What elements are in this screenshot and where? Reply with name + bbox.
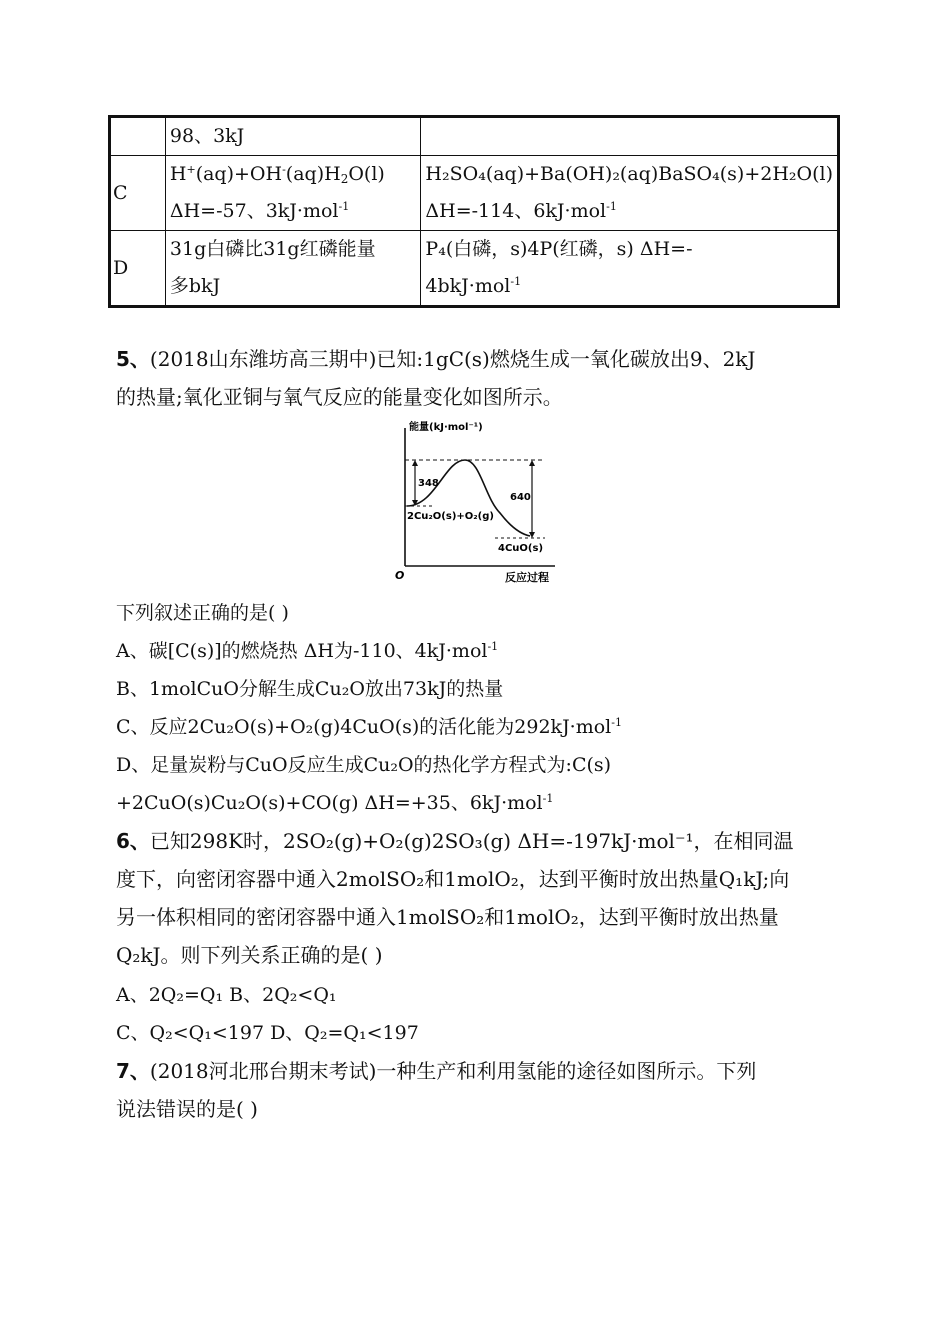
q5-option-d-line1: D、足量炭粉与CuO反应生成Cu₂O的热化学方程式为:C(s): [116, 754, 612, 776]
cell-line: ΔH=-57、3kJ·mol$^{-1}$: [169, 200, 350, 222]
text: 4bkJ·mol: [425, 275, 511, 297]
text: O(l): [348, 163, 385, 185]
text: H: [169, 163, 187, 185]
text: (aq)+OH: [195, 163, 283, 185]
q6-line3: 另一体积相同的密闭容器中通入1molSO₂和1molO₂，达到平衡时放出热量: [116, 905, 779, 929]
text: ΔH=-57、3kJ·mol: [169, 200, 339, 222]
q5-option-d-line2: +2CuO(s)Cu₂O(s)+CO(g) ΔH=+35、6kJ·mol$^{-1}$: [116, 792, 554, 814]
q6-line2: 度下，向密闭容器中通入2molSO₂和1molO₂，达到平衡时放出热量Q₁kJ;向: [116, 867, 790, 891]
value-348: 348: [418, 478, 439, 489]
text: ΔH=-114、6kJ·mol: [425, 200, 607, 222]
row-label: C: [110, 156, 166, 231]
y-axis-label: 能量(kJ·mol⁻¹): [409, 422, 483, 433]
question-number: 5、: [116, 347, 150, 371]
value-640: 640: [510, 492, 531, 503]
table-row: [110, 117, 839, 156]
cell-line: $H^+(aq)+OH^-(aq)H_2O(l)$: [169, 163, 385, 186]
text: (aq)H: [285, 163, 341, 185]
table-row: [110, 231, 839, 307]
q5-stem: 下列叙述正确的是( ): [116, 602, 289, 624]
q7-line2: 说法错误的是( ): [116, 1097, 258, 1121]
q5-option-a: A、碳[C(s)]的燃烧热 ΔH为-110、4kJ·mol$^{-1}$: [116, 640, 499, 662]
table-cell: [165, 231, 421, 307]
energy-diagram: [385, 418, 575, 588]
text: (2018河北邢台期末考试)一种生产和利用氢能的途径如图所示。下列: [149, 1059, 757, 1083]
table-cell: [165, 156, 421, 231]
cell-line: 多bkJ: [169, 275, 221, 297]
q6-line1: [116, 822, 794, 860]
text: C、反应2Cu₂O(s)+O₂(g)4CuO(s)的活化能为292kJ·mol: [116, 716, 612, 738]
text: +2CuO(s)Cu₂O(s)+CO(g) ΔH=+35、6kJ·mol: [116, 792, 543, 814]
product-label: 4CuO(s): [498, 543, 544, 554]
table-row: [110, 156, 839, 231]
q7-line1: [116, 1052, 756, 1090]
cell-line: P₄(白磷，s)4P(红磷，s) ΔH=-: [425, 238, 693, 260]
table-cell: [421, 231, 839, 307]
x-axis-label: 反应过程: [505, 571, 549, 584]
row-label: [110, 117, 166, 156]
options-table: [108, 115, 840, 308]
origin-label: O: [395, 569, 405, 582]
q5-option-c: C、反应2Cu₂O(s)+O₂(g)4CuO(s)的活化能为292kJ·mol$^{-1}$: [116, 716, 622, 738]
cell-line: ΔH=-114、6kJ·mol$^{-1}$: [425, 200, 617, 222]
text: A、碳[C(s)]的燃烧热 ΔH为-110、4kJ·mol: [116, 640, 488, 662]
text: (2018山东潍坊高三期中)已知:1gC(s)燃烧生成一氧化碳放出9、2kJ: [149, 347, 756, 371]
cell-line: 4bkJ·mol$^{-1}$: [425, 275, 522, 297]
question-number: 7、: [116, 1059, 150, 1083]
row-label: D: [110, 231, 166, 307]
table-cell: [421, 117, 839, 156]
q6-options-cd: C、Q₂<Q₁<197 D、Q₂=Q₁<197: [116, 1022, 419, 1044]
q5-line2: 的热量;氧化亚铜与氧气反应的能量变化如图所示。: [116, 385, 563, 409]
table-cell: 98、3kJ: [165, 117, 421, 156]
q5-line1: [116, 340, 755, 378]
cell-line: H₂SO₄(aq)+Ba(OH)₂(aq)BaSO₄(s)+2H₂O(l): [425, 163, 833, 185]
q5-option-b: B、1molCuO分解生成Cu₂O放出73kJ的热量: [116, 678, 504, 700]
q6-options-ab: A、2Q₂=Q₁ B、2Q₂<Q₁: [116, 984, 337, 1006]
text: 已知298K时，2SO₂(g)+O₂(g)2SO₃(g) ΔH=-197kJ·mol⁻¹，在相同温: [149, 829, 794, 853]
question-number: 6、: [116, 829, 150, 853]
cell-line: 31g白磷比31g红磷能量: [169, 238, 376, 260]
reactant-label: 2Cu₂O(s)+O₂(g): [407, 511, 494, 522]
table-cell: [421, 156, 839, 231]
q6-line4: Q₂kJ。则下列关系正确的是( ): [116, 943, 383, 967]
